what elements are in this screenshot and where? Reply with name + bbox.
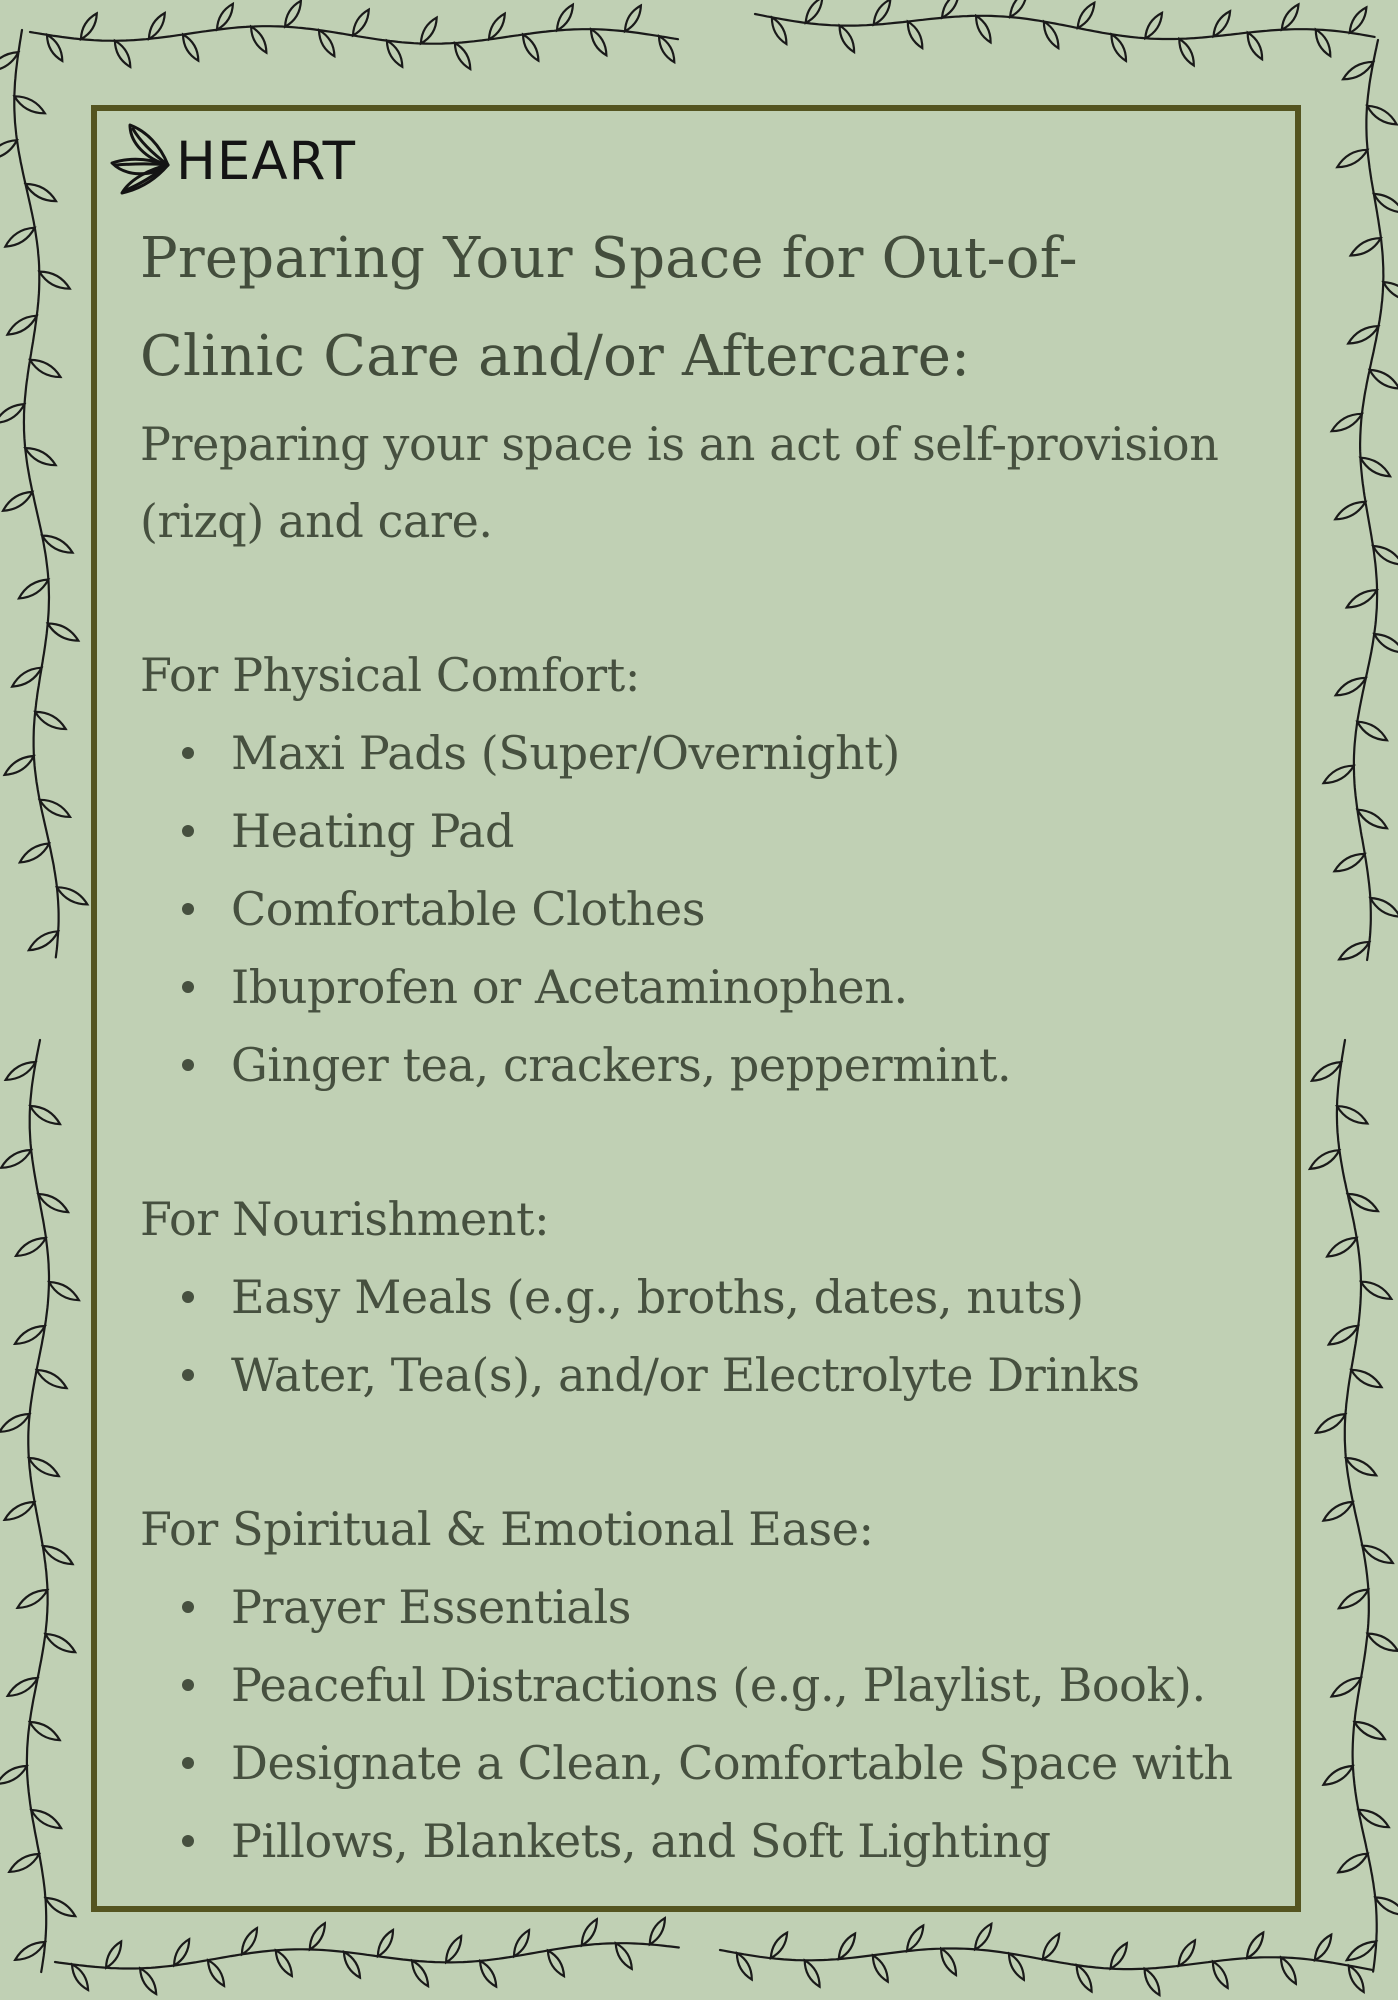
page-title-line-1: Preparing Your Space for Out-of- <box>140 226 1078 291</box>
section-heading: For Nourishment: <box>140 1192 550 1246</box>
leaf-wing-icon <box>100 119 174 199</box>
vine-top-left <box>30 1 678 69</box>
section-heading: For Physical Comfort: <box>140 648 640 702</box>
page-content <box>140 210 1280 1880</box>
list-item: Ibuprofen or Acetaminophen. <box>140 948 1280 1026</box>
brand-logo <box>100 116 356 202</box>
vine-left-upper <box>0 30 87 957</box>
list-item: Maxi Pads (Super/Overnight) <box>140 714 1280 792</box>
list-item: Heating Pad <box>140 792 1280 870</box>
checklist <box>140 1568 1280 1880</box>
checklist <box>140 1258 1280 1414</box>
vine-bottom-left <box>55 1918 679 1994</box>
section-nourishment <box>140 1181 1280 1414</box>
checklist <box>140 714 1280 1104</box>
list-item: Designate a Clean, Comfortable Space with <box>140 1724 1280 1802</box>
list-item: Comfortable Clothes <box>140 870 1280 948</box>
vine-bottom-right <box>720 1924 1372 1995</box>
vine-right-upper <box>1324 40 1398 960</box>
list-item: Ginger tea, crackers, peppermint. <box>140 1026 1280 1104</box>
list-item: Peaceful Distractions (e.g., Playlist, Book). <box>140 1646 1280 1724</box>
vine-left-lower <box>0 1040 79 1972</box>
vine-top-right <box>755 0 1375 66</box>
page-title <box>140 210 1280 406</box>
section-physical-comfort <box>140 637 1280 1104</box>
intro-line-2: (rizq) and care. <box>140 494 493 548</box>
list-item: Prayer Essentials <box>140 1568 1280 1646</box>
list-item: Easy Meals (e.g., broths, dates, nuts) <box>140 1258 1280 1336</box>
brand-name: HEART <box>176 130 356 192</box>
section-spiritual-emotional-ease <box>140 1491 1280 1880</box>
section-heading: For Spiritual & Emotional Ease: <box>140 1502 874 1556</box>
vine-right-lower <box>1310 1040 1398 1972</box>
list-item: Water, Tea(s), and/or Electrolyte Drinks <box>140 1336 1280 1414</box>
list-item: Pillows, Blankets, and Soft Lighting <box>140 1802 1280 1880</box>
intro-paragraph <box>140 406 1280 560</box>
page-title-line-2: Clinic Care and/or Aftercare: <box>140 324 971 389</box>
intro-line-1: Preparing your space is an act of self-provision <box>140 417 1219 471</box>
